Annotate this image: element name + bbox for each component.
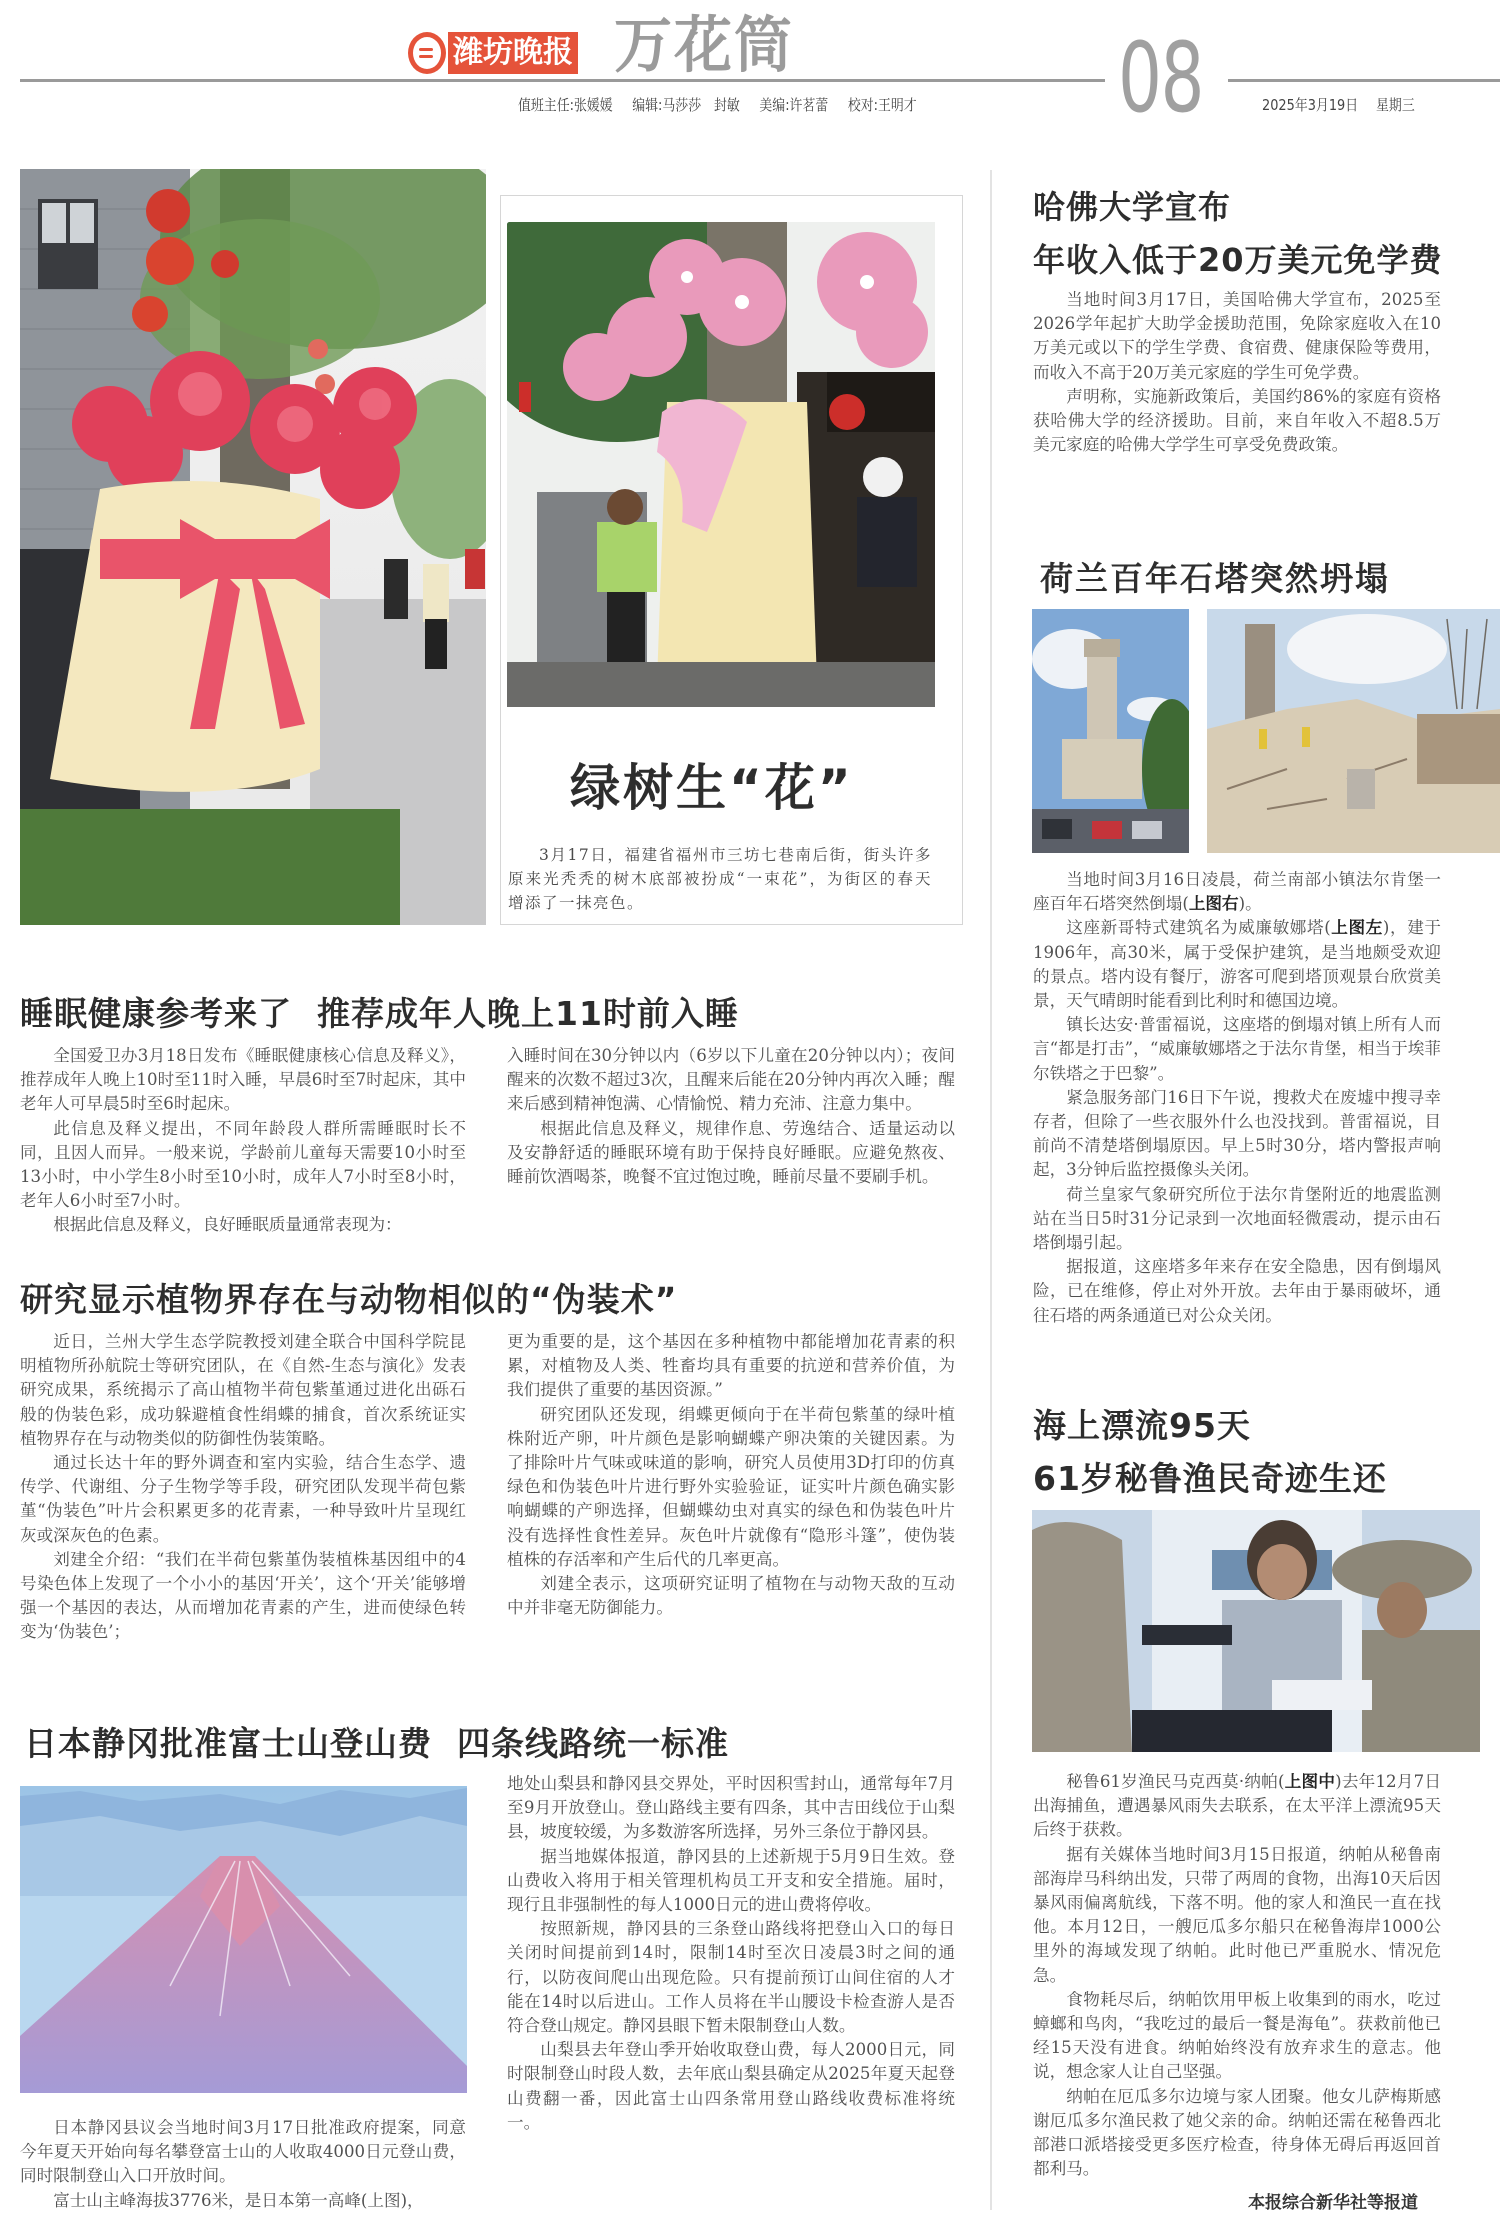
photo-reference: 上图左	[1330, 918, 1383, 938]
feature-caption-text: 3月17日，福建省福州市三坊七巷南后街，街头许多原来光秃秃的树木底部被扮成“一束花”，为街区的春天增添了一抹亮色。	[508, 846, 932, 912]
masthead-rule-right	[1228, 79, 1500, 82]
credit-duty-chief: 值班主任:张媛媛	[518, 96, 613, 114]
column-divider	[990, 170, 992, 2210]
sleep-body-col1	[20, 1044, 466, 1238]
tower-paragraph: 据报道，这座塔多年来存在安全隐患，因有倒塌风险，已在维修，停止对外开放。去年由于暴雨破坏，通往石塔的两条通道已对公众关闭。	[1033, 1257, 1441, 1325]
tower-headline: 荷兰百年石塔突然坍塌	[1040, 559, 1390, 598]
sleep-headline: 睡眠健康参考来了 推荐成年人晚上11时前入睡	[20, 994, 739, 1033]
credit-art-editor: 美编:许茗蕾	[759, 96, 829, 114]
feature-photo-right	[507, 222, 935, 707]
tower-paragraph: 紧急服务部门16日下午说，搜救犬在废墟中搜寻幸存者，但除了一些衣服外什么也没找到。普雷福说，目前尚不清楚塔倒塌原因。早上5时30分，塔内警报声响起，3分钟后监控摄像头关闭。	[1033, 1087, 1441, 1180]
issue-date: 2025年3月19日	[1262, 96, 1359, 114]
harvard-headline-line1: 哈佛大学宣布	[1033, 188, 1232, 226]
fuji-photo	[20, 1786, 467, 2093]
camouflage-paragraph: 刘建全介绍：“我们在半荷包紫堇伪装植株基因组中的4号染色体上发现了一个小小的基因‘开关’，这个‘开关’能够增强一个基因的表达，从而增加花青素的产生，进而使绿色转变为‘伪装色’；	[20, 1549, 466, 1642]
fisherman-body	[1033, 1770, 1441, 2181]
masthead-rule-left	[20, 79, 1105, 82]
camouflage-paragraph: 通过长达十年的野外调查和室内实验，结合生态学、遗传学、代谢组、分子生物学等手段，研究团队发现半荷包紫堇“伪装色”叶片会积累更多的花青素，一种导致叶片呈现红灰或深灰色的色素。	[20, 1453, 466, 1545]
mount-fuji-photo-icon	[20, 1786, 467, 2093]
fisherman-headline-line2: 61岁秘鲁渔民奇迹生还	[1033, 1459, 1387, 1498]
photo-reference: 上图右	[1188, 894, 1239, 914]
tower-text: 当地时间3月16日凌晨，荷兰南部小镇法尔肯堡一座百年石塔突然倒塌(	[1033, 870, 1441, 914]
camouflage-paragraph: 刘建全表示，这项研究证明了植物在与动物天敌的互动中并非毫无防御能力。	[507, 1574, 955, 1618]
fuji-paragraph: 山梨县去年登山季开始收取登山费，每人2000日元，同时限制登山时段人数，去年底山梨县确定从2025年夏天起登山费翻一番，因此富士山四条常用登山路线收费标准将统一。	[507, 2040, 955, 2132]
editor-credits	[518, 94, 932, 115]
sleep-paragraph: 全国爱卫办3月18日发布《睡眠健康核心信息及释义》，推荐成年人晚上10时至11时入睡，早晨6时至7时起床，其中老年人可早晨5时至6时起床。	[20, 1046, 466, 1114]
fisherman-paragraph: 食物耗尽后，纳帕饮用甲板上收集到的雨水，吃过蟑螂和鸟肉，“我吃过的最后一餐是海龟”。获救前他已经15天没有进食。纳帕始终没有放弃求生的意志。他说，想念家人让自己坚强。	[1033, 1989, 1441, 2082]
camouflage-body-col1	[20, 1330, 466, 1645]
harvard-body	[1033, 288, 1441, 457]
intact-tower-photo-icon	[1032, 609, 1189, 853]
fuji-headline: 日本静冈批准富士山登山费 四条线路统一标准	[24, 1724, 729, 1763]
camouflage-paragraph-continued: 更为重要的是，这个基因在多种植物中都能增加花青素的积累，对植物及人类、牲畜均具有重要的抗逆和营养价值，为我们提供了重要的基因资源。”	[507, 1332, 955, 1400]
photo-reference: 上图中	[1284, 1772, 1336, 1791]
camouflage-body-col2	[507, 1330, 955, 1620]
credit-editors: 编辑:马莎莎 封敏	[632, 96, 740, 114]
dateline	[1262, 94, 1429, 115]
sleep-paragraph: 根据此信息及释义，良好睡眠质量通常表现为：	[53, 1215, 402, 1235]
harvard-paragraph: 声明称，实施新政策后，美国约86%的家庭有资格获哈佛大学的经济援助。目前，来自年收入不超8.5万美元家庭的哈佛大学学生可享受免费政策。	[1033, 386, 1441, 455]
newspaper-logo	[408, 30, 578, 76]
tower-text: 这座新哥特式建筑名为威廉敏娜塔(	[1066, 918, 1331, 938]
sleep-body-col2	[507, 1044, 955, 1189]
tower-text: )，建于1906年，高30米，属于受保护建筑，是当地颇受欢迎的景点。塔内设有餐厅，游客可爬到塔顶观景台欣赏美景，天气晴朗时能看到比利时和德国边境。	[1033, 918, 1441, 1011]
fisherman-headline-line1: 海上漂流95天	[1033, 1406, 1251, 1445]
fisherman-paragraph	[1033, 1770, 1441, 1843]
tower-paragraph	[1033, 868, 1441, 916]
camouflage-paragraph: 近日，兰州大学生态学院教授刘建全联合中国科学院昆明植物所孙航院士等研究团队，在《自然-生态与演化》发表研究成果，系统揭示了高山植物半荷包紫堇通过进化出砾石般的伪装色彩，成功躲避植食性绢蝶的捕食，首次系统证实植物界存在与动物类似的防御性伪装策略。	[20, 1332, 466, 1448]
rose-bouquet-tree-photo-icon	[20, 169, 486, 925]
newspaper-name: 潍坊晚报	[448, 32, 578, 74]
fisherman-paragraph: 据有关媒体当地时间3月15日报道，纳帕从秘鲁南部海岸马科纳出发，只带了两周的食物，出海10天后因暴风雨偏离航线，下落不明。他的家人和渔民一直在找他。本月12日，一艘厄瓜多尔船只在秘鲁海岸1000公里外的海域发现了纳帕。此时他已严重脱水、情况危急。	[1033, 1844, 1441, 1985]
pink-flower-tree-photo-icon	[507, 222, 935, 707]
section-title: 万花筒	[614, 9, 795, 81]
fuji-paragraph: 日本静冈县议会当地时间3月17日批准政府提案，同意今年夏天开始向每名攀登富士山的人收取4000日元登山费，同时限制登山入口开放时间。	[20, 2118, 466, 2186]
fuji-paragraph: 富士山主峰海拔3776米，是日本第一高峰(上图)，	[53, 2190, 424, 2210]
sleep-paragraph-continued: 入睡时间在30分钟以内（6岁以下儿童在20分钟以内）；夜间醒来的次数不超过3次，且醒来后能在20分钟内再次入睡；醒来后感到精神饱满、心情愉悦、精力充沛、注意力集中。	[507, 1046, 955, 1114]
tower-photo-after	[1207, 609, 1500, 853]
fisherman-paragraph: 纳帕在厄瓜多尔边境与家人团聚。他女儿萨梅斯感谢厄瓜多尔渔民救了她父亲的命。纳帕还需在秘鲁西北部港口派塔接受更多医疗检查，待身体无碍后再返回首都利马。	[1033, 2086, 1441, 2179]
fuji-body-col2	[507, 1772, 955, 2135]
tower-paragraph: 镇长达安·普雷福说，这座塔的倒塌对镇上所有人而言“都是打击”，“威廉敏娜塔之于法尔肯堡，相当于埃菲尔铁塔之于巴黎”。	[1033, 1015, 1441, 1083]
camouflage-paragraph: 研究团队还发现，绢蝶更倾向于在半荷包紫堇的绿叶植株附近产卵，叶片颜色是影响蝴蝶产卵决策的关键因素。为了排除叶片气味或味道的影响，研究人员使用3D打印的仿真绿色和伪装色叶片进行野外实验验证，证实叶片颜色确实影响蝴蝶的产卵选择，但蝴蝶幼虫对真实的绿色和伪装色叶片没有选择性食性差异。灰色叶片就像有“隐形斗篷”，使伪装植株的存活率和产生后代的几率更高。	[507, 1404, 955, 1569]
tower-paragraph: 荷兰皇家气象研究所位于法尔肯堡附近的地震监测站在当日5时31分记录到一次地面轻微震动，提示由石塔倒塌引起。	[1033, 1184, 1441, 1253]
tower-body	[1033, 868, 1441, 1328]
credit-proofreader: 校对:王明才	[847, 96, 917, 114]
harvard-paragraph: 当地时间3月17日，美国哈佛大学宣布，2025至2026学年起扩大助学金援助范围，免除家庭收入在10万美元或以下的学生学费、食宿费、健康保险等费用，而收入不高于20万美元家庭的学生可免学费。	[1033, 290, 1441, 382]
feature-headline: 绿树生“花”	[570, 759, 854, 817]
tower-photo-before	[1032, 609, 1189, 853]
tower-text: )。	[1238, 894, 1262, 914]
sleep-paragraph: 根据此信息及释义，规律作息、劳逸结合、适量运动以及安静舒适的睡眠环境有助于保持良好睡眠。应避免熬夜、睡前饮酒喝茶，晚餐不宜过饱过晚，睡前尽量不要刷手机。	[507, 1118, 955, 1187]
fisherman-rescue-photo-icon	[1032, 1510, 1480, 1752]
feature-caption	[508, 843, 932, 915]
fuji-paragraph: 按照新规，静冈县的三条登山路线将把登山入口的每日关闭时间提前到14时，限制14时至次日凌晨3时之间的通行，以防夜间爬山出现危险。只有提前预订山间住宿的人才能在14时以后进山。工作人员将在半山腰设卡检查游人是否符合登山规定。静冈县眼下暂未限制登山人数。	[507, 1919, 955, 2036]
feature-photo-left	[20, 169, 486, 925]
fuji-paragraph-continued: 地处山梨县和静冈县交界处，平时因积雪封山，通常每年7月至9月开放登山。登山路线主要有四条，其中吉田线位于山梨县，坡度较缓，为多数游客所选择，另外三条位于静冈县。	[507, 1774, 955, 1842]
sleep-paragraph: 此信息及释义提出，不同年龄段人群所需睡眠时长不同，且因人而异。一般来说，学龄前儿童每天需要10小时至13小时，中小学生8小时至10小时，成年人7小时至8小时，老年人6小时至7小时。	[20, 1118, 466, 1211]
fisherman-photo	[1032, 1510, 1480, 1752]
fuji-paragraph: 据当地媒体报道，静冈县的上述新规于5月9日生效。登山费收入将用于相关管理机构员工开支和安全措施。届时，现行且非强制性的每人1000日元的进山费将停收。	[507, 1846, 955, 1915]
harvard-headline-line2: 年收入低于20万美元免学费	[1033, 241, 1443, 279]
page-number: 08	[1118, 22, 1204, 134]
fisherman-text: )去年12月7日出海捕鱼，遭遇暴风雨失去联系，在太平洋上漂流95天后终于获救。	[1033, 1772, 1441, 1840]
logo-emblem-icon	[408, 32, 446, 74]
camouflage-headline: 研究显示植物界存在与动物相似的“伪装术”	[20, 1280, 678, 1319]
tower-paragraph	[1033, 916, 1441, 1013]
fuji-body-col1	[20, 2116, 466, 2213]
collapsed-tower-rubble-photo-icon	[1207, 609, 1500, 853]
source-byline: 本报综合新华社等报道	[1248, 2193, 1418, 2213]
fisherman-text: 秘鲁61岁渔民马克西莫·纳帕(	[1066, 1772, 1285, 1791]
issue-weekday: 星期三	[1376, 96, 1415, 114]
